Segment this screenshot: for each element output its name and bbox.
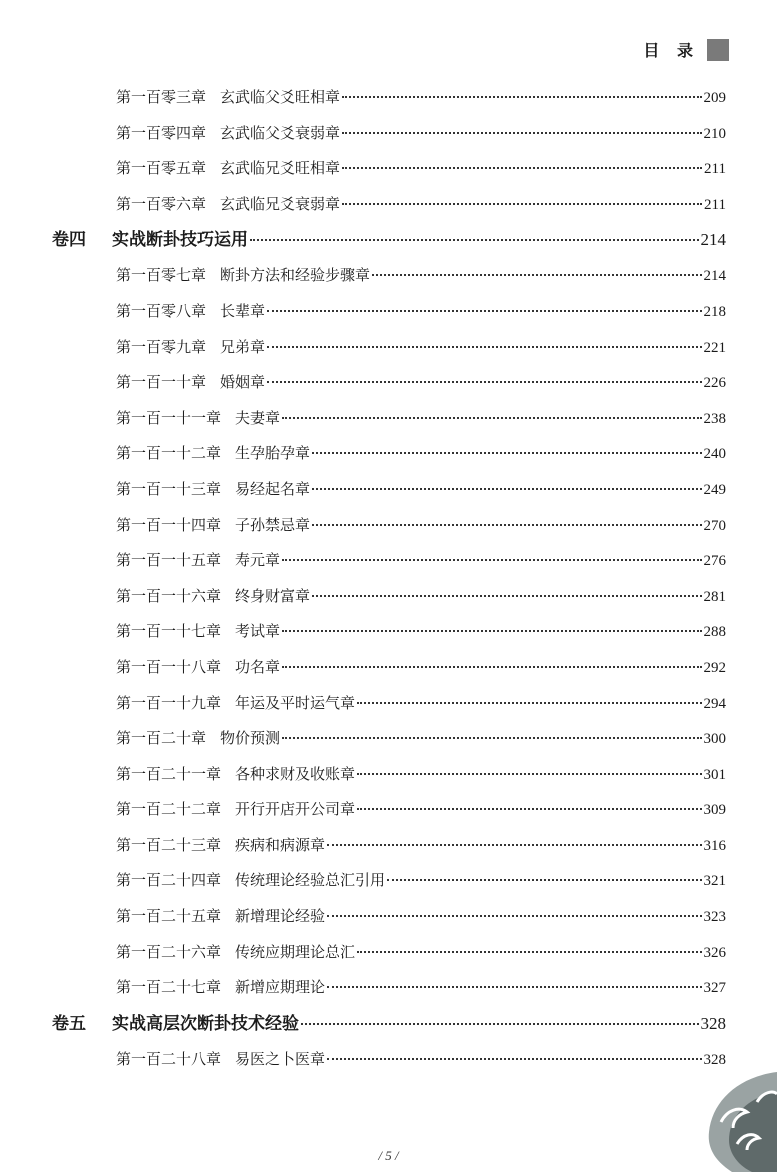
entry-title: 玄武临父爻旺相章	[220, 88, 341, 106]
entry-number: 第一百二十一章	[116, 764, 222, 783]
entry-number: 第一百零七章	[116, 266, 207, 285]
toc-chapter-entry	[52, 970, 726, 1006]
dot-leader	[312, 488, 701, 490]
entry-number: 第一百零六章	[116, 194, 207, 213]
dot-leader	[312, 452, 701, 454]
entry-title: 疾病和病源章	[235, 835, 326, 854]
entry-page-number: 328	[700, 1013, 726, 1033]
dot-leader	[342, 203, 702, 205]
toc-volume-entry	[52, 222, 726, 258]
entry-title: 玄武临父爻衰弱章	[220, 123, 341, 142]
dot-leader	[327, 986, 701, 988]
entry-title: 夫妻章	[235, 408, 281, 427]
entry-page-number: 218	[703, 303, 726, 320]
toc-chapter-entry	[52, 116, 726, 152]
toc-chapter-entry	[52, 614, 726, 650]
toc-chapter-entry	[52, 436, 726, 472]
entry-title: 实战高层次断卦技术经验	[112, 1013, 299, 1034]
entry-title: 物价预测	[220, 729, 281, 748]
entry-number: 第一百零三章	[116, 88, 207, 106]
entry-number: 第一百一十一章	[116, 408, 222, 427]
dot-leader	[282, 417, 701, 419]
entry-page-number: 249	[703, 481, 726, 498]
dot-leader	[301, 1023, 699, 1025]
entry-title: 易医之卜医章	[235, 1049, 326, 1068]
toc-chapter-entry	[52, 792, 726, 828]
dot-leader	[327, 915, 701, 917]
entry-page-number: 281	[703, 588, 726, 605]
dot-leader	[282, 737, 701, 739]
toc-chapter-entry	[52, 579, 726, 615]
toc-chapter-entry	[52, 935, 726, 971]
header-block-icon	[707, 39, 729, 61]
dot-leader	[342, 167, 702, 169]
entry-number: 第一百零八章	[116, 301, 207, 320]
entry-title: 玄武临兄爻旺相章	[220, 159, 341, 178]
entry-page-number: 240	[703, 446, 726, 463]
entry-page-number: 211	[704, 161, 726, 178]
entry-title: 年运及平时运气章	[235, 693, 356, 712]
entry-page-number: 221	[703, 339, 726, 356]
entry-title: 终身财富章	[235, 586, 311, 605]
entry-title: 兄弟章	[220, 337, 266, 356]
toc-chapter-entry	[52, 472, 726, 508]
dot-leader	[267, 381, 701, 383]
entry-title: 寿元章	[235, 551, 281, 570]
entry-number: 第一百二十四章	[116, 871, 222, 890]
running-header	[643, 38, 729, 61]
entry-number: 第一百一十七章	[116, 622, 222, 641]
entry-title: 新增理论经验	[235, 907, 326, 926]
toc-chapter-entry	[52, 757, 726, 793]
dot-leader	[342, 96, 701, 98]
entry-number: 第一百二十五章	[116, 907, 222, 926]
entry-number: 卷四	[52, 230, 86, 251]
toc-chapter-entry	[52, 508, 726, 544]
dot-leader	[250, 239, 699, 241]
entry-page-number: 214	[703, 268, 726, 285]
dot-leader	[282, 630, 701, 632]
entry-page-number: 300	[703, 731, 726, 748]
entry-page-number: 288	[703, 624, 726, 641]
entry-page-number: 328	[703, 1051, 726, 1068]
toc-chapter-entry	[52, 543, 726, 579]
entry-number: 第一百一十六章	[116, 586, 222, 605]
entry-number: 第一百零四章	[116, 123, 207, 142]
entry-page-number: 309	[703, 802, 726, 819]
toc-chapter-entry	[52, 828, 726, 864]
dot-leader	[357, 702, 701, 704]
entry-title: 功名章	[235, 657, 281, 676]
toc-chapter-entry	[52, 686, 726, 722]
dot-leader	[357, 773, 701, 775]
entry-page-number: 270	[703, 517, 726, 534]
dot-leader	[282, 559, 701, 561]
dot-leader	[342, 132, 701, 134]
entry-title: 实战断卦技巧运用	[112, 230, 248, 251]
entry-number: 卷五	[52, 1013, 86, 1034]
dot-leader	[327, 1058, 701, 1060]
entry-number: 第一百二十七章	[116, 978, 222, 997]
entry-page-number: 238	[703, 410, 726, 427]
wave-ornament-icon	[617, 1062, 777, 1172]
entry-title: 易经起名章	[235, 479, 311, 498]
entry-page-number: 214	[700, 230, 726, 250]
entry-number: 第一百一十二章	[116, 444, 222, 463]
entry-title: 传统应期理论总汇	[235, 942, 356, 961]
entry-title: 各种求财及收账章	[235, 764, 356, 783]
entry-title: 长辈章	[220, 301, 266, 320]
entry-title: 考试章	[235, 622, 281, 641]
entry-number: 第一百二十六章	[116, 942, 222, 961]
entry-number: 第一百零五章	[116, 159, 207, 178]
entry-page-number: 323	[703, 909, 726, 926]
entry-number: 第一百二十二章	[116, 800, 222, 819]
entry-title: 婚姻章	[220, 373, 266, 392]
toc-chapter-entry	[52, 80, 726, 116]
entry-number: 第一百零九章	[116, 337, 207, 356]
entry-page-number: 209	[703, 90, 726, 106]
entry-number: 第一百二十章	[116, 729, 207, 748]
toc-chapter-entry	[52, 151, 726, 187]
dot-leader	[267, 310, 701, 312]
entry-number: 第一百一十三章	[116, 479, 222, 498]
toc-chapter-entry	[52, 899, 726, 935]
entry-page-number: 210	[703, 125, 726, 142]
toc-chapter-entry	[52, 863, 726, 899]
toc-chapter-entry	[52, 187, 726, 223]
dot-leader	[357, 951, 701, 953]
table-of-contents	[52, 80, 726, 1077]
dot-leader	[387, 879, 701, 881]
entry-page-number: 301	[703, 766, 726, 783]
entry-title: 生孕胎孕章	[235, 444, 311, 463]
entry-page-number: 276	[703, 553, 726, 570]
entry-page-number: 294	[703, 695, 726, 712]
toc-chapter-entry	[52, 721, 726, 757]
header-title: 目 录	[643, 41, 699, 60]
entry-number: 第一百一十八章	[116, 657, 222, 676]
dot-leader	[327, 844, 701, 846]
dot-leader	[312, 595, 701, 597]
toc-chapter-entry	[52, 401, 726, 437]
page-number: / 5 /	[378, 1148, 399, 1163]
entry-page-number: 327	[703, 980, 726, 997]
dot-leader	[267, 346, 701, 348]
dot-leader	[372, 274, 701, 276]
entry-title: 新增应期理论	[235, 978, 326, 997]
toc-chapter-entry	[52, 365, 726, 401]
entry-number: 第一百一十章	[116, 373, 207, 392]
toc-chapter-entry	[52, 330, 726, 366]
entry-page-number: 316	[703, 837, 726, 854]
dot-leader	[357, 808, 701, 810]
entry-page-number: 226	[703, 375, 726, 392]
entry-page-number: 326	[703, 944, 726, 961]
entry-title: 玄武临兄爻衰弱章	[220, 194, 341, 213]
entry-page-number: 211	[704, 196, 726, 213]
entry-page-number: 292	[703, 659, 726, 676]
entry-title: 传统理论经验总汇引用	[235, 871, 386, 890]
dot-leader	[312, 524, 701, 526]
entry-number: 第一百二十八章	[116, 1049, 222, 1068]
entry-number: 第一百二十三章	[116, 835, 222, 854]
dot-leader	[282, 666, 701, 668]
toc-chapter-entry	[52, 650, 726, 686]
entry-title: 断卦方法和经验步骤章	[220, 266, 371, 285]
entry-page-number: 321	[703, 873, 726, 890]
toc-chapter-entry	[52, 258, 726, 294]
entry-number: 第一百一十九章	[116, 693, 222, 712]
entry-number: 第一百一十四章	[116, 515, 222, 534]
entry-title: 子孙禁忌章	[235, 515, 311, 534]
entry-number: 第一百一十五章	[116, 551, 222, 570]
entry-title: 开行开店开公司章	[235, 800, 356, 819]
toc-chapter-entry	[52, 294, 726, 330]
toc-volume-entry	[52, 1006, 726, 1042]
